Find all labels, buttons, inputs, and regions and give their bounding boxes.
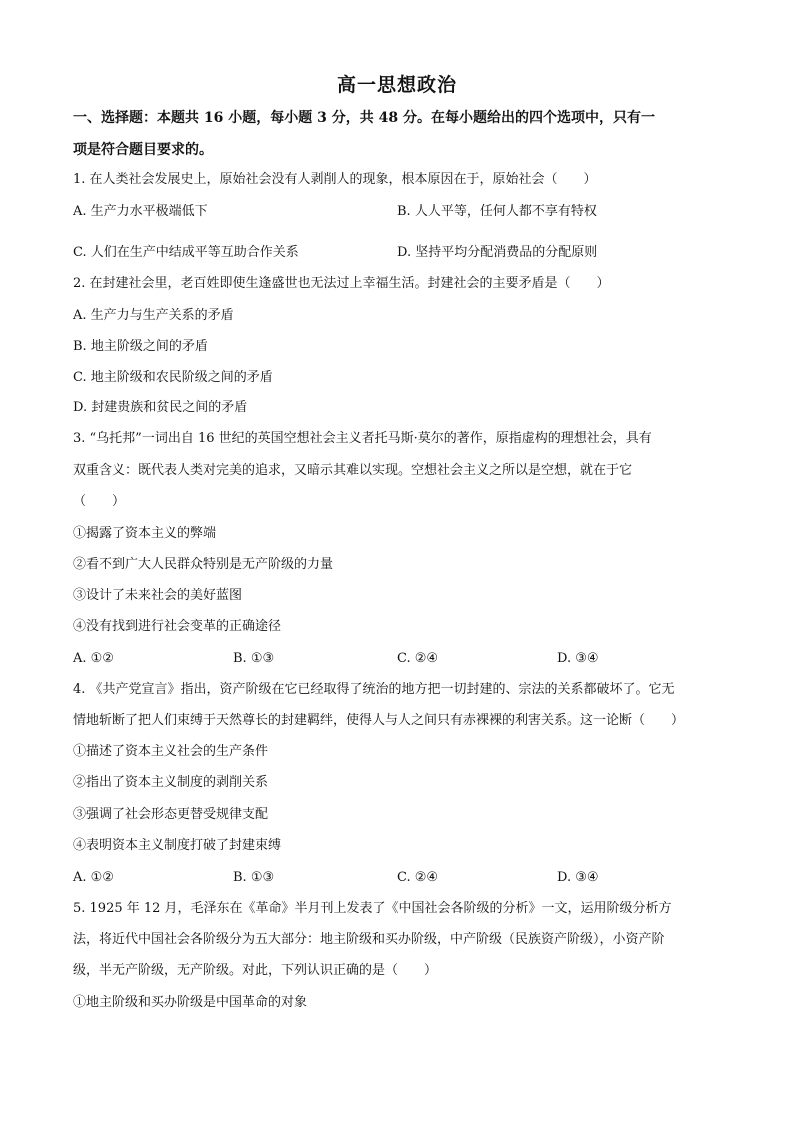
q4-statement-4: ④表明资本主义制度打破了封建束缚 (73, 838, 282, 853)
q4-option-d: D. ③④ (557, 870, 599, 885)
q2-option-b: B. 地主阶级之间的矛盾 (73, 339, 208, 354)
q4-stem-line-2: 情地斩断了把人们束缚于天然尊长的封建羁绊，使得人与人之间只有赤裸裸的利害关系。这一论断（ ） (73, 713, 685, 728)
q1-stem: 1. 在人类社会发展史上，原始社会没有人剥削人的现象，根本原因在于，原始社会（ ） (73, 172, 597, 187)
q2-option-a: A. 生产力与生产关系的矛盾 (73, 308, 234, 323)
q5-stem-line-2: 法，将近代中国社会各阶级分为五大部分：地主阶级和买办阶级，中产阶级（民族资产阶级），小资产阶 (73, 932, 665, 947)
q2-stem: 2. 在封建社会里，老百姓即使生逢盛世也无法过上幸福生活。封建社会的主要矛盾是（ ） (73, 276, 610, 291)
q3-option-a: A. ①② (73, 651, 114, 666)
q4-statement-1: ①描述了资本主义社会的生产条件 (73, 744, 269, 759)
q3-statement-1: ①揭露了资本主义的弊端 (73, 526, 217, 541)
q2-option-c: C. 地主阶级和农民阶级之间的矛盾 (73, 370, 273, 385)
q3-option-d: D. ③④ (557, 651, 599, 666)
q4-option-c: C. ②④ (397, 870, 439, 885)
q1-option-c: C. 人们在生产中结成平等互助合作关系 (73, 245, 299, 260)
q4-option-b: B. ①③ (233, 870, 275, 885)
q3-statement-4: ④没有找到进行社会变革的正确途径 (73, 619, 282, 634)
q3-stem-line-3: （ ） (73, 494, 126, 509)
q1-option-b: B. 人人平等，任何人都不享有特权 (397, 204, 597, 219)
section-heading-line-1: 一、选择题：本题共 16 小题，每小题 3 分，共 48 分。在每小题给出的四个选项中，只有一 (73, 110, 655, 126)
q4-statement-2: ②指出了资本主义制度的剥削关系 (73, 775, 269, 790)
q2-option-d: D. 封建贵族和贫民之间的矛盾 (73, 400, 248, 415)
page-title: 高一思想政治 (336, 74, 457, 96)
q3-stem-line-2: 双重含义：既代表人类对完美的追求，又暗示其难以实现。空想社会主义之所以是空想，就在于它 (73, 463, 633, 478)
q3-option-c: C. ②④ (397, 651, 439, 666)
q5-statement-1: ①地主阶级和买办阶级是中国革命的对象 (73, 995, 308, 1010)
q4-stem-line-1: 4. 《共产党宣言》指出，资产阶级在它已经取得了统治的地方把一切封建的、宗法的关系都破坏了。它无 (73, 682, 675, 697)
q1-option-d: D. 坚持平均分配消费品的分配原则 (397, 245, 598, 260)
q4-statement-3: ③强调了社会形态更替受规律支配 (73, 807, 269, 822)
q3-stem-line-1: 3. “乌托邦”一词出自 16 世纪的英国空想社会主义者托马斯·莫尔的著作，原指虚构的理想社会，具有 (73, 431, 652, 446)
q5-stem-line-1: 5. 1925 年 12 月，毛泽东在《革命》半月刊上发表了《中国社会各阶级的分析》一文，运用阶级分析方 (73, 901, 672, 916)
q4-option-a: A. ①② (73, 870, 114, 885)
q5-stem-line-3: 级，半无产阶级，无产阶级。对此，下列认识正确的是（ ） (73, 963, 438, 978)
q1-option-a: A. 生产力水平极端低下 (73, 204, 208, 219)
q3-option-b: B. ①③ (233, 651, 275, 666)
section-heading-line-2: 项是符合题目要求的。 (73, 142, 213, 158)
q3-statement-2: ②看不到广大人民群众特别是无产阶级的力量 (73, 557, 334, 572)
q3-statement-3: ③设计了未来社会的美好蓝图 (73, 588, 243, 603)
